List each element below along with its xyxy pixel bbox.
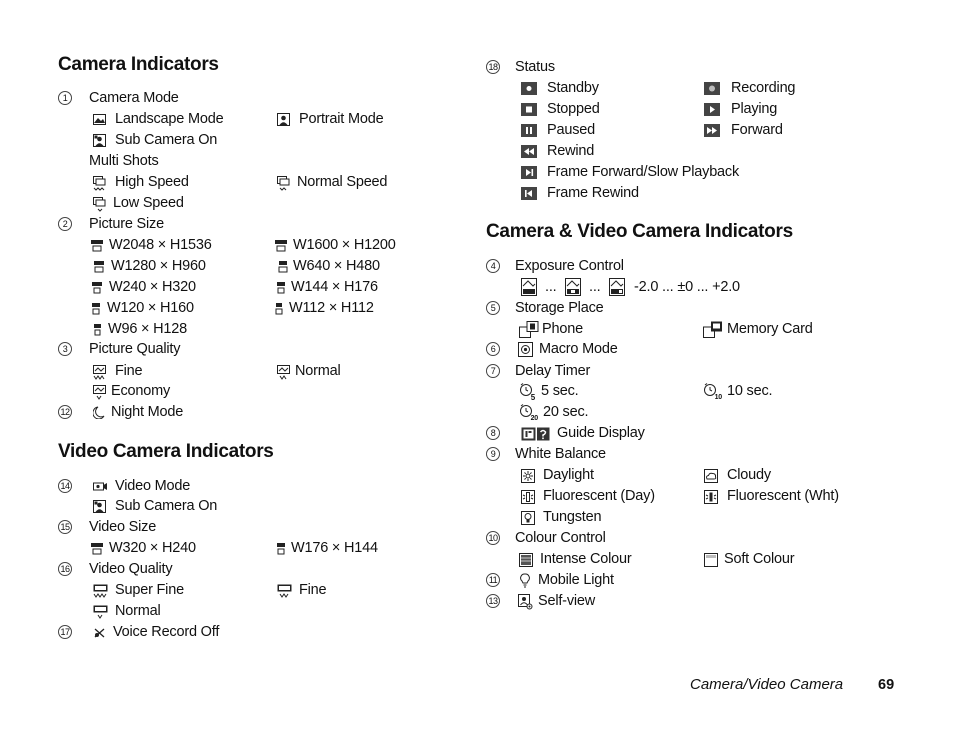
status-row [486, 57, 926, 78]
self-view-row [486, 591, 926, 612]
quality-fine-label: Fine [115, 363, 143, 379]
rewind-label: Rewind [547, 143, 595, 159]
high-speed-label: High Speed [115, 174, 189, 190]
picture-size-row-2 [58, 256, 458, 277]
video-size-options-row [58, 538, 458, 559]
exposure-ellipsis-2: ... [589, 279, 601, 295]
camera-mode-label: Camera Mode [89, 90, 179, 106]
size-2048-label: W2048 × H1536 [109, 237, 212, 253]
video-camera-indicators-heading: Video Camera Indicators [58, 441, 274, 462]
status-paused-forward-row [486, 120, 926, 141]
size-112-icon [275, 302, 283, 315]
item-number: 2 [58, 217, 72, 231]
colour-control-row [486, 528, 926, 549]
video-sub-camera-row [58, 496, 458, 517]
video-super-fine-icon [93, 584, 108, 599]
delay-timer-20-row [486, 402, 926, 423]
timer-20-badge: 20 [530, 415, 538, 422]
fluorescent-day-label: Fluorescent (Day) [543, 488, 655, 504]
macro-mode-icon [518, 342, 533, 357]
item-number: 4 [486, 259, 500, 273]
quality-normal-icon [277, 365, 290, 380]
camera-indicators-heading: Camera Indicators [58, 54, 219, 75]
status-rewind-row [486, 141, 926, 162]
video-quality-row [58, 559, 458, 580]
picture-size-row [58, 214, 458, 235]
item-number: 16 [58, 562, 72, 576]
video-fine-icon [277, 584, 292, 599]
colour-options-row [486, 549, 926, 570]
timer-10-badge: 10 [714, 394, 722, 401]
picture-quality-row [58, 339, 458, 360]
intense-colour-label: Intense Colour [540, 551, 632, 567]
night-mode-label: Night Mode [111, 404, 184, 420]
portrait-mode-icon [277, 113, 290, 126]
item-number: 14 [58, 479, 72, 493]
timer-20-label: 20 sec. [543, 404, 589, 420]
soft-colour-label: Soft Colour [724, 551, 795, 567]
landscape-mode-icon [93, 113, 106, 126]
video-sub-camera-label: Sub Camera On [115, 498, 218, 514]
storage-options-row [486, 319, 926, 340]
multi-shots-row [58, 151, 458, 172]
size-144-icon [275, 281, 287, 294]
timer-10-icon [703, 383, 722, 401]
delay-timer-label: Delay Timer [515, 363, 591, 379]
macro-mode-label: Macro Mode [539, 341, 618, 357]
exposure-label: Exposure Control [515, 258, 624, 274]
video-quality-options-row [58, 580, 458, 601]
frame-forward-icon [521, 166, 537, 179]
tungsten-icon [521, 511, 535, 525]
timer-5-icon [519, 383, 535, 402]
landscape-mode-label: Landscape Mode [115, 111, 224, 127]
picture-quality-label: Picture Quality [89, 341, 181, 357]
frame-rewind-icon [521, 187, 537, 200]
multi-shot-speed-row [58, 172, 458, 193]
item-number: 17 [58, 625, 72, 639]
white-balance-tungsten-row [486, 507, 926, 528]
exposure-plus-icon [609, 278, 625, 296]
paused-icon [521, 124, 537, 137]
low-speed-label: Low Speed [113, 195, 184, 211]
daylight-icon [521, 469, 535, 483]
white-balance-row [486, 444, 926, 465]
video-normal-label: Normal [115, 603, 161, 619]
daylight-label: Daylight [543, 467, 594, 483]
soft-colour-icon [704, 553, 718, 567]
phone-storage-icon [519, 321, 539, 338]
size-640-label: W640 × H480 [293, 258, 380, 274]
timer-10-label: 10 sec. [727, 383, 773, 399]
video-size-320-icon [91, 542, 103, 555]
size-640-icon [277, 260, 289, 273]
low-speed-row [58, 193, 458, 214]
video-normal-icon [93, 605, 108, 620]
guide-display-label: Guide Display [557, 425, 645, 441]
high-speed-icon [93, 176, 106, 191]
video-size-row [58, 517, 458, 538]
exposure-range-label: -2.0 ... ±0 ... +2.0 [634, 279, 740, 295]
multi-shots-label: Multi Shots [89, 153, 159, 169]
video-mode-label: Video Mode [115, 478, 191, 494]
page-number: 69 [878, 677, 895, 693]
camera-video-indicators-heading: Camera & Video Camera Indicators [486, 221, 793, 242]
video-size-176-label: W176 × H144 [291, 540, 378, 556]
timer-5-label: 5 sec. [541, 383, 579, 399]
intense-colour-icon [519, 553, 533, 567]
landscape-portrait-row [58, 109, 458, 130]
status-stopped-playing-row [486, 99, 926, 120]
section-title: Camera/Video Camera [690, 676, 844, 693]
size-240-icon [91, 281, 103, 294]
item-number: 12 [58, 405, 72, 419]
voice-record-off-label: Voice Record Off [113, 624, 220, 640]
recording-icon [704, 82, 720, 95]
status-frame-rewind-row [486, 183, 926, 204]
frame-rewind-label: Frame Rewind [547, 185, 639, 201]
sub-camera-icon [93, 134, 106, 147]
item-number: 1 [58, 91, 72, 105]
memory-card-icon [703, 321, 723, 338]
quality-fine-icon [93, 365, 106, 380]
cloudy-label: Cloudy [727, 467, 771, 483]
stopped-icon [521, 103, 537, 116]
video-quality-normal-row [58, 601, 458, 622]
picture-quality-economy-row [58, 381, 458, 402]
status-frame-forward-row [486, 162, 926, 183]
forward-icon [704, 124, 720, 137]
size-120-label: W120 × H160 [107, 300, 194, 316]
quality-normal-label: Normal [295, 363, 341, 379]
white-balance-daylight-cloudy-row [486, 465, 926, 486]
white-balance-fluorescent-row [486, 486, 926, 507]
phone-storage-label: Phone [542, 321, 583, 337]
video-quality-label: Video Quality [89, 561, 173, 577]
stopped-label: Stopped [547, 101, 600, 117]
item-number: 5 [486, 301, 500, 315]
item-number: 18 [486, 60, 500, 74]
playing-label: Playing [731, 101, 778, 117]
item-number: 7 [486, 364, 500, 378]
item-number: 8 [486, 426, 500, 440]
quality-economy-label: Economy [111, 383, 171, 399]
fluorescent-day-icon [521, 490, 535, 504]
exposure-zero-icon [565, 278, 581, 296]
size-240-label: W240 × H320 [109, 279, 196, 295]
recording-label: Recording [731, 80, 796, 96]
item-number: 13 [486, 594, 500, 608]
normal-speed-icon [277, 176, 290, 191]
cloudy-icon [704, 469, 718, 483]
storage-place-row [486, 298, 926, 319]
fluorescent-white-icon [704, 490, 718, 504]
voice-record-row [58, 622, 458, 643]
exposure-row [486, 256, 926, 277]
quality-economy-icon [93, 385, 106, 400]
self-view-label: Self-view [538, 593, 596, 609]
timer-5-badge: 5 [530, 393, 535, 402]
guide-display-icon [521, 427, 550, 441]
size-96-icon [93, 323, 102, 336]
size-144-label: W144 × H176 [291, 279, 378, 295]
size-1600-label: W1600 × H1200 [293, 237, 396, 253]
sub-camera-row [58, 130, 458, 151]
frame-forward-label: Frame Forward/Slow Playback [547, 164, 740, 180]
sub-camera-label: Sub Camera On [115, 132, 218, 148]
video-fine-label: Fine [299, 582, 327, 598]
tungsten-label: Tungsten [543, 509, 602, 525]
night-mode-row [58, 402, 458, 423]
picture-size-row-3 [58, 277, 458, 298]
item-number: 10 [486, 531, 500, 545]
portrait-mode-label: Portrait Mode [299, 111, 384, 127]
video-mode-icon [93, 480, 108, 493]
video-sub-camera-icon [93, 500, 106, 513]
guide-display-row [486, 423, 926, 444]
picture-size-row-5 [58, 319, 458, 340]
colour-control-label: Colour Control [515, 530, 606, 546]
mobile-light-icon [520, 573, 530, 588]
camera-mode-row [58, 88, 458, 109]
size-1280-label: W1280 × H960 [111, 258, 206, 274]
macro-mode-row [486, 339, 926, 360]
video-size-label: Video Size [89, 519, 157, 535]
size-2048-icon [91, 239, 103, 252]
self-view-icon [518, 594, 533, 610]
playing-icon [704, 103, 720, 116]
standby-icon [521, 82, 537, 95]
exposure-ellipsis-1: ... [545, 279, 557, 295]
size-1600-icon [275, 239, 287, 252]
picture-size-label: Picture Size [89, 216, 164, 232]
size-120-icon [91, 302, 101, 315]
item-number: 11 [486, 573, 500, 587]
normal-speed-label: Normal Speed [297, 174, 388, 190]
size-96-label: W96 × H128 [108, 321, 188, 337]
item-number: 9 [486, 447, 500, 461]
delay-timer-row [486, 361, 926, 382]
size-1280-icon [93, 260, 105, 273]
video-super-fine-label: Super Fine [115, 582, 184, 598]
night-mode-icon [93, 406, 106, 419]
item-number: 6 [486, 342, 500, 356]
fluorescent-white-label: Fluorescent (Wht) [727, 488, 839, 504]
size-112-label: W112 × H112 [289, 300, 374, 316]
paused-label: Paused [547, 122, 595, 138]
video-size-176-icon [275, 542, 287, 555]
forward-label: Forward [731, 122, 783, 138]
picture-size-row-4 [58, 298, 458, 319]
timer-20-icon [519, 404, 538, 422]
status-label: Status [515, 59, 555, 75]
white-balance-label: White Balance [515, 446, 606, 462]
delay-timer-options-row [486, 381, 926, 402]
mobile-light-row [486, 570, 926, 591]
video-size-320-label: W320 × H240 [109, 540, 196, 556]
picture-size-row-1 [58, 235, 458, 256]
video-mode-row [58, 476, 458, 497]
standby-label: Standby [547, 80, 599, 96]
exposure-minus-icon [521, 278, 537, 296]
status-standby-recording-row [486, 78, 926, 99]
voice-record-off-icon [93, 626, 106, 639]
rewind-icon [521, 145, 537, 158]
item-number: 3 [58, 342, 72, 356]
item-number: 15 [58, 520, 72, 534]
memory-card-label: Memory Card [727, 321, 813, 337]
picture-quality-fine-normal-row [58, 361, 458, 382]
storage-place-label: Storage Place [515, 300, 604, 316]
mobile-light-label: Mobile Light [538, 572, 614, 588]
low-speed-icon [93, 197, 106, 212]
exposure-values-row [486, 277, 926, 298]
